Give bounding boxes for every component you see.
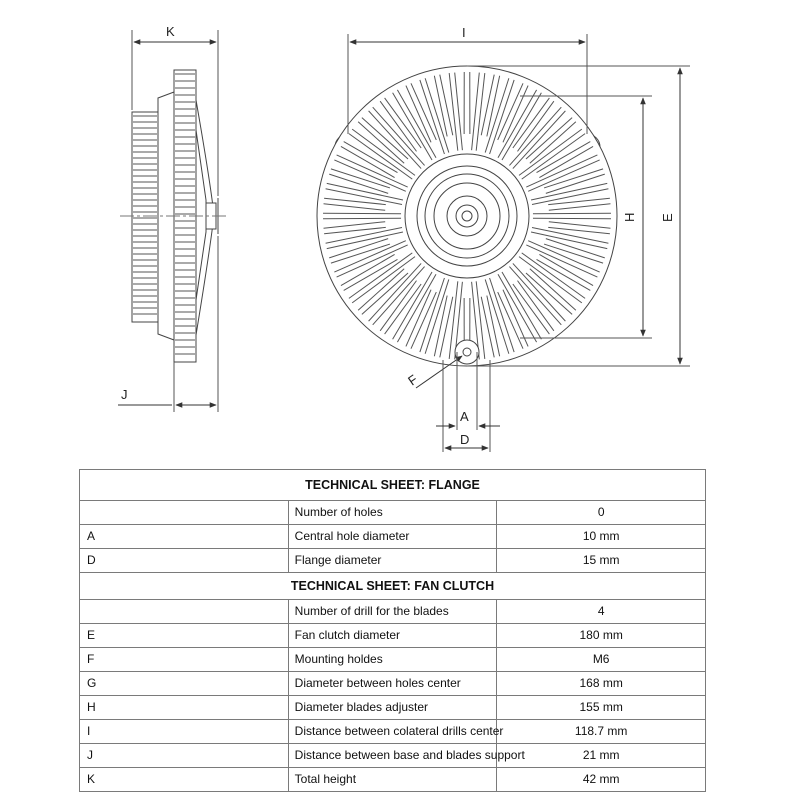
label-cell: Diameter blades adjuster <box>288 696 497 720</box>
code-cell: A <box>80 525 289 549</box>
label-cell: Number of drill for the blades <box>288 600 497 624</box>
table-section-header <box>80 573 706 600</box>
table-row <box>80 720 706 744</box>
label-cell: Number of holes <box>288 501 497 525</box>
table-row <box>80 672 706 696</box>
section-title: TECHNICAL SHEET: FLANGE <box>80 470 706 501</box>
label-cell: Flange diameter <box>288 549 497 573</box>
table-row <box>80 768 706 792</box>
table-row <box>80 600 706 624</box>
dim-label-i: I <box>462 25 466 40</box>
label-cell: Mounting holdes <box>288 648 497 672</box>
table-row <box>80 648 706 672</box>
dim-label-k: K <box>166 24 175 39</box>
side-view <box>118 30 228 412</box>
code-cell: D <box>80 549 289 573</box>
code-cell <box>80 600 289 624</box>
front-view <box>317 34 690 452</box>
technical-sheet-table <box>79 469 706 792</box>
label-cell: Diameter between holes center <box>288 672 497 696</box>
code-cell: E <box>80 624 289 648</box>
code-cell: K <box>80 768 289 792</box>
dim-label-d: D <box>460 432 470 447</box>
dim-label-f: F <box>405 371 421 389</box>
table-row <box>80 624 706 648</box>
value-cell: 168 mm <box>497 672 706 696</box>
label-cell: Distance between base and blades support <box>288 744 497 768</box>
dim-label-a: A <box>460 409 469 424</box>
value-cell: 10 mm <box>497 525 706 549</box>
value-cell: 155 mm <box>497 696 706 720</box>
value-cell: 4 <box>497 600 706 624</box>
table-row <box>80 744 706 768</box>
table-row <box>80 525 706 549</box>
dim-label-j: J <box>121 387 128 402</box>
value-cell: 0 <box>497 501 706 525</box>
table-row <box>80 501 706 525</box>
code-cell: G <box>80 672 289 696</box>
code-cell: H <box>80 696 289 720</box>
code-cell: J <box>80 744 289 768</box>
table-row <box>80 696 706 720</box>
section-title: TECHNICAL SHEET: FAN CLUTCH <box>80 573 706 600</box>
dim-label-h: H <box>622 212 637 222</box>
value-cell: 180 mm <box>497 624 706 648</box>
label-cell: Total height <box>288 768 497 792</box>
value-cell: 15 mm <box>497 549 706 573</box>
code-cell: I <box>80 720 289 744</box>
code-cell: F <box>80 648 289 672</box>
value-cell: 118.7 mm <box>497 720 706 744</box>
value-cell: M6 <box>497 648 706 672</box>
label-cell: Distance between colateral drills center <box>288 720 497 744</box>
table-row <box>80 549 706 573</box>
dim-label-e: E <box>660 213 675 222</box>
value-cell: 42 mm <box>497 768 706 792</box>
table-section-header <box>80 470 706 501</box>
code-cell <box>80 501 289 525</box>
value-cell: 21 mm <box>497 744 706 768</box>
label-cell: Fan clutch diameter <box>288 624 497 648</box>
label-cell: Central hole diameter <box>288 525 497 549</box>
